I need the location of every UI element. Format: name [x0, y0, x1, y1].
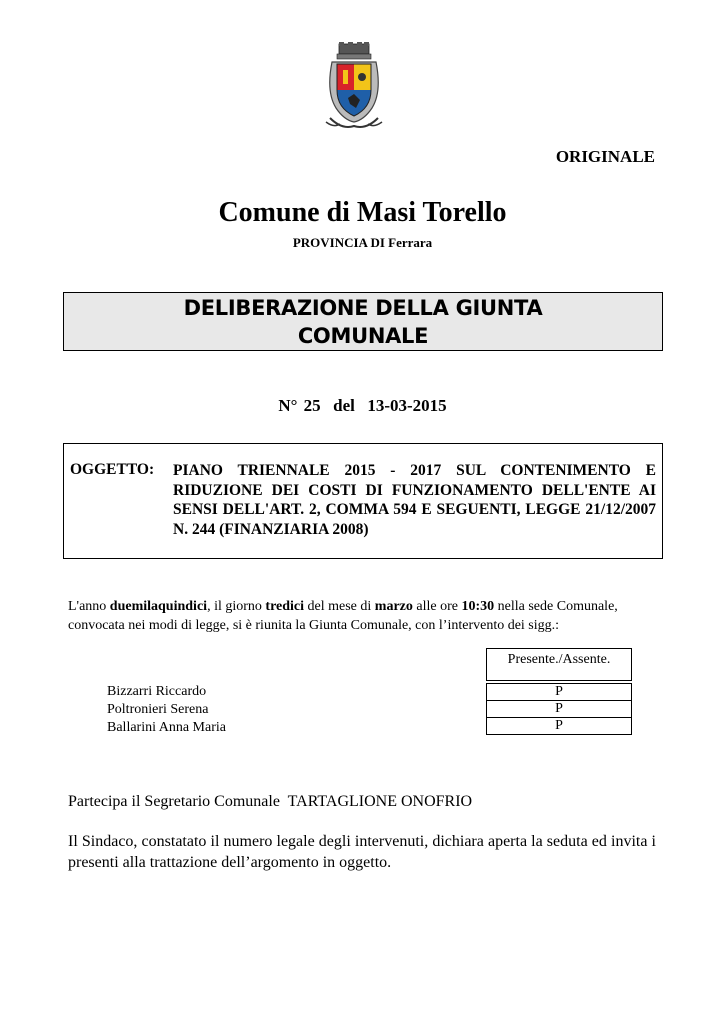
table-row [487, 718, 632, 735]
deliberation-title-line2: COMUNALE [297, 323, 429, 348]
member-name: Poltronieri Serena [107, 702, 209, 717]
deliberation-number: N° 25 del 13-03-2015 [278, 396, 447, 415]
deliberation-title-box [63, 292, 663, 351]
intro-text-5: nella sede Comunale, convocata nei modi di legge, si è riunita la Giunta Comunale, con l’intervento dei sigg.: [68, 599, 618, 633]
meeting-intro-paragraph [68, 597, 658, 635]
deliberation-title-line1: DELIBERAZIONE DELLA GIUNTA [183, 295, 543, 320]
attendance-status: P [487, 684, 632, 701]
intro-day: tredici [265, 599, 305, 614]
coat-of-arms-icon [322, 42, 386, 132]
attendance-header: Presente./Assente. [486, 648, 632, 681]
subject-label: OGGETTO: [70, 461, 155, 478]
attendance-table [486, 683, 632, 735]
intro-year: duemilaquindici [109, 599, 208, 614]
intro-text-2: , il giorno [207, 599, 266, 614]
document-status-label: ORIGINALE [555, 147, 655, 166]
table-row [487, 684, 632, 701]
intro-text-1: L'anno [68, 599, 110, 614]
subject-box [63, 443, 663, 559]
member-name: Ballarini Anna Maria [107, 720, 226, 735]
secretary-paragraph: Partecipa il Segretario Comunale TARTAGLIONE ONOFRIO [68, 793, 473, 810]
intro-time: 10:30 [461, 599, 495, 614]
intro-text-3: del mese di [304, 599, 375, 614]
member-name: Bizzarri Riccardo [107, 684, 207, 699]
subject-text: PIANO TRIENNALE 2015 - 2017 SUL CONTENIMENTO E RIDUZIONE DEI COSTI DI FUNZIONAMENTO DELL'ENTE AI SENSI DELL'ART. 2, COMMA 594 E SEGUENTI, LEGGE 21/12/2007 N. 244 (FINANZIARIA 2008) [173, 462, 656, 538]
table-row [487, 701, 632, 718]
mayor-paragraph: Il Sindaco, constatato il numero legale degli intervenuti, dichiara aperta la seduta ed invita i presenti alla trattazione dell’argomento in oggetto. [68, 833, 656, 871]
members-list [107, 683, 226, 737]
intro-month: marzo [374, 599, 413, 614]
attendance-status: P [487, 701, 632, 718]
attendance-status: P [487, 718, 632, 735]
municipality-title: Comune di Masi Torello [218, 197, 507, 228]
intro-text-4: alle ore [412, 599, 462, 614]
province-subtitle: PROVINCIA DI Ferrara [292, 235, 433, 250]
